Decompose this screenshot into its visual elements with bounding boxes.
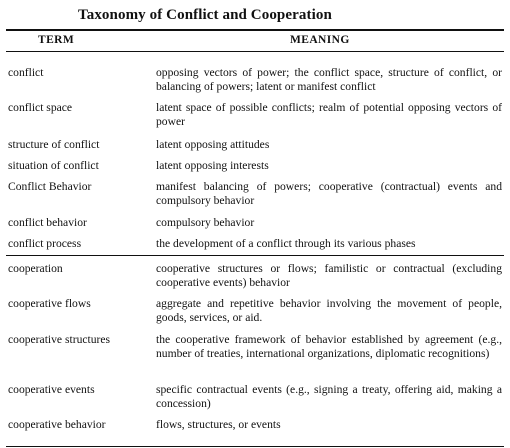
term-cell: conflict space — [8, 101, 73, 114]
meaning-cell: aggregate and repetitive behavior involving the movement of people, goods, services, or aid. — [156, 297, 502, 324]
meaning-cell: manifest balancing of powers; cooperative (contractual) events and compulsory behavior — [156, 180, 502, 207]
table-title: Taxonomy of Conflict and Cooperation — [78, 7, 332, 23]
term-cell: Conflict Behavior — [8, 180, 92, 193]
term-cell: situation of conflict — [8, 159, 99, 172]
bottom-rule — [6, 446, 504, 447]
header-rule — [6, 51, 504, 52]
meaning-cell: latent space of possible conflicts; realm of potential opposing vectors of power — [156, 101, 502, 128]
meaning-cell: latent opposing attitudes — [156, 138, 270, 151]
term-cell: cooperative events — [8, 383, 95, 396]
term-cell: cooperative behavior — [8, 418, 106, 431]
meaning-cell: cooperative structures or flows; familistic or contractual (excluding cooperative events) behavior — [156, 262, 502, 289]
term-cell: structure of conflict — [8, 138, 100, 151]
top-rule — [6, 29, 504, 31]
term-cell: conflict process — [8, 237, 82, 250]
meaning-column-header: MEANING — [290, 34, 350, 46]
meaning-cell: opposing vectors of power; the conflict space, structure of conflict, or balancing of powers; latent or manifest conflict — [156, 66, 502, 93]
meaning-cell: latent opposing interests — [156, 159, 269, 172]
term-cell: cooperative flows — [8, 297, 91, 310]
term-column-header: TERM — [38, 34, 75, 46]
term-cell: cooperation — [8, 262, 63, 275]
meaning-cell: compulsory behavior — [156, 216, 255, 229]
meaning-cell: specific contractual events (e.g., signing a treaty, offering aid, making a concession) — [156, 383, 502, 410]
meaning-cell: the cooperative framework of behavior established by agreement (e.g., number of treaties, international organizations, diplomatic recognitions) — [156, 333, 502, 360]
term-cell: cooperative structures — [8, 333, 111, 346]
meaning-cell: flows, structures, or events — [156, 418, 281, 431]
meaning-cell: the development of a conflict through its various phases — [156, 237, 416, 250]
section-divider — [6, 255, 504, 256]
term-cell: conflict — [8, 66, 44, 79]
term-cell: conflict behavior — [8, 216, 87, 229]
